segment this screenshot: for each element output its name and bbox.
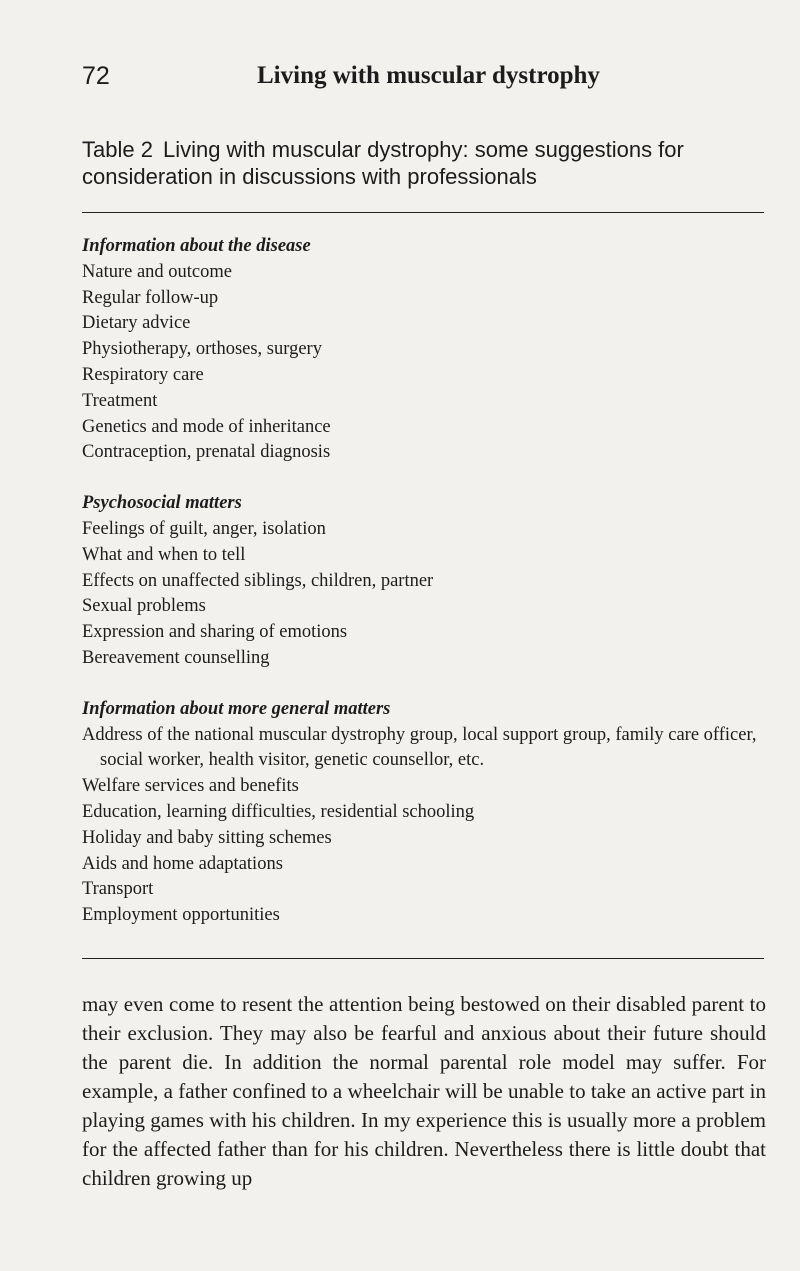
page-header (82, 62, 762, 96)
list-item: Expression and sharing of emotions (82, 622, 348, 643)
list-item: Effects on unaffected siblings, children, partner (82, 570, 434, 591)
list-item: Sexual problems (82, 596, 206, 617)
page-number: 72 (82, 62, 110, 90)
list-item: What and when to tell (82, 544, 246, 565)
table-label: Table 2 (82, 137, 153, 162)
table-body (82, 234, 767, 929)
list-item: Employment opportunities (82, 905, 280, 926)
list-item: Regular follow-up (82, 287, 219, 308)
list-item: Welfare services and benefits (82, 776, 299, 797)
table-section-general (82, 697, 767, 929)
table-section-disease (82, 234, 767, 466)
table-top-rule (82, 212, 764, 213)
list-item: Treatment (82, 390, 158, 411)
list-item: Transport (82, 879, 154, 900)
table-section-psychosocial (82, 491, 767, 672)
list-item: Feelings of guilt, anger, isolation (82, 518, 326, 539)
list-item: Holiday and baby sitting schemes (82, 827, 332, 848)
body-paragraph: may even come to resent the attention being bestowed on their disabled parent to their exclusion. They may also be fearful and anxious about their future should the parent die. In addition the normal parental role model may suffer. For example, a father confined to a wheelchair will be unable to take an active part in playing games with his children. In my experience this is usually more a problem for the affected father than for his children. Nevertheless there is little doubt that children growing up (82, 992, 766, 1190)
section-heading: Information about the disease (82, 236, 311, 256)
table-bottom-rule (82, 958, 764, 959)
list-item: Dietary advice (82, 313, 191, 334)
list-item: Address of the national muscular dystrophy group, local support group, family care officer, social worker, health visitor, genetic counsellor, etc. (82, 724, 757, 771)
list-item: Physiotherapy, orthoses, surgery (82, 339, 322, 360)
list-item: Genetics and mode of inheritance (82, 416, 331, 437)
table-caption (82, 136, 762, 190)
list-item: Education, learning difficulties, residential schooling (82, 801, 475, 822)
list-item: Respiratory care (82, 364, 204, 385)
section-heading: Information about more general matters (82, 698, 391, 719)
body-text (82, 990, 766, 1193)
section-heading: Psychosocial matters (82, 493, 242, 514)
running-title: Living with muscular dystrophy (257, 62, 600, 89)
list-item: Contraception, prenatal diagnosis (82, 442, 331, 463)
list-item: Nature and outcome (82, 261, 232, 282)
list-item: Aids and home adaptations (82, 853, 283, 874)
list-item: Bereavement counselling (82, 647, 270, 668)
table-title: Living with muscular dystrophy: some suggestions for consideration in discussions with professionals (82, 137, 684, 189)
